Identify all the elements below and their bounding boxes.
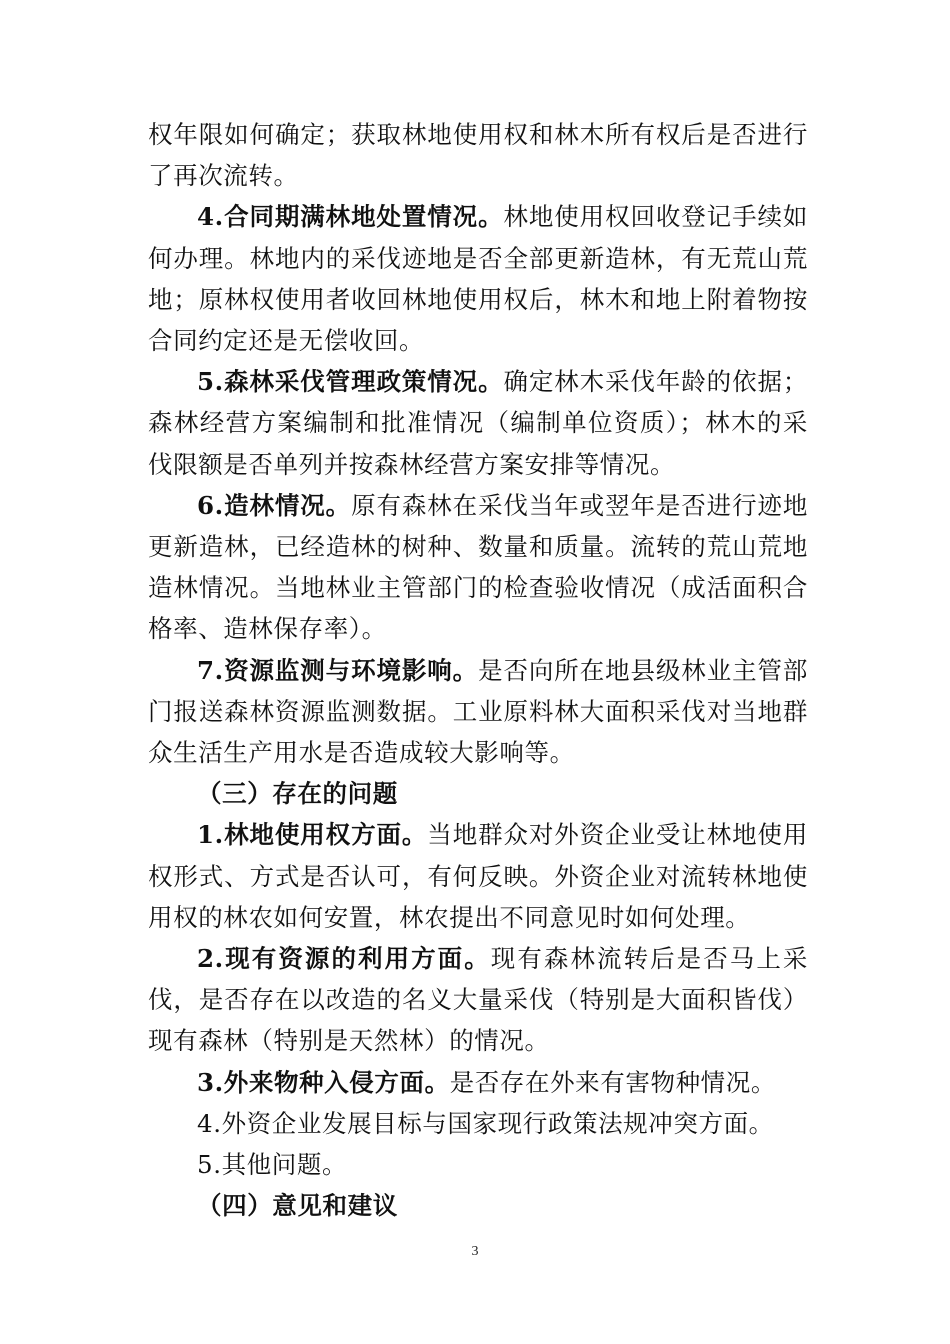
- paragraph-invasive-species: [148, 1062, 808, 1103]
- section-heading-problems: （三）存在的问题: [197, 779, 398, 809]
- paragraph-text: 是否向所在地县级林业主管部门报送森林资源监测数据。工业原料林大面积采伐对当地群众生活生产用水是否造成较大影响等。: [148, 655, 808, 768]
- paragraph-lead: 6.造林情况。: [197, 490, 352, 520]
- paragraph-lead: 3.外来物种入侵方面。: [197, 1067, 450, 1097]
- paragraph-text: 现有森林流转后是否马上采伐，是否存在以改造的名义大量采伐（特别是大面积皆伐）现有森林（特别是天然林）的情况。: [148, 944, 809, 1056]
- paragraph-lead: 2.现有资源的利用方面。: [197, 944, 491, 974]
- paragraph-lead: 7.资源监测与环境影响。: [197, 655, 479, 685]
- paragraph-other-issues: [148, 1144, 808, 1185]
- paragraph-text: 权年限如何确定；获取林地使用权和林木所有权后是否进行了再次流转。: [148, 120, 808, 191]
- paragraph-land-use-rights: [148, 814, 808, 938]
- paragraph-lead: 4.合同期满林地处置情况。: [197, 202, 504, 232]
- paragraph-afforestation: [148, 485, 808, 650]
- paragraph-text: 林地使用权回收登记手续如何办理。林地内的采伐迹地是否全部更新造林，有无荒山荒地；原林权使用者收回林地使用权后，林木和地上附着物按合同约定还是无偿收回。: [148, 202, 808, 356]
- paragraph-text: 4.外资企业发展目标与国家现行政策法规冲突方面。: [197, 1108, 774, 1138]
- paragraph-monitoring: [148, 650, 808, 774]
- paragraph-text: 确定林木采伐年龄的依据；森林经营方案编制和批准情况（编制单位资质）；林木的采伐限额是否单列并按森林经营方案安排等情况。: [148, 367, 808, 479]
- paragraph-resource-use: [148, 938, 808, 1062]
- document-body: [148, 114, 808, 1226]
- paragraph-lead: 1.林地使用权方面。: [197, 820, 428, 850]
- paragraph-text: 是否存在外来有害物种情况。: [449, 1067, 776, 1097]
- paragraph-policy-conflict: [148, 1103, 808, 1144]
- paragraph-continuation: [148, 114, 808, 196]
- paragraph-text: 5.其他问题。: [197, 1150, 348, 1180]
- page-number: 3: [471, 1244, 479, 1259]
- paragraph-text: 原有森林在采伐当年或翌年是否进行迹地更新造林，已经造林的树种、数量和质量。流转的荒山荒地造林情况。当地林业主管部门的检查验收情况（成活面积合格率、造林保存率）。: [148, 490, 808, 644]
- paragraph-contract-expiry: [148, 196, 808, 361]
- section-heading-suggestions: （四）意见和建议: [197, 1191, 398, 1221]
- paragraph-lead: 5.森林采伐管理政策情况。: [197, 367, 504, 397]
- paragraph-logging-policy: [148, 361, 808, 485]
- paragraph-text: 当地群众对外资企业受让林地使用权形式、方式是否认可，有何反映。外资企业对流转林地使用权的林农如何安置，林农提出不同意见时如何处理。: [148, 820, 809, 932]
